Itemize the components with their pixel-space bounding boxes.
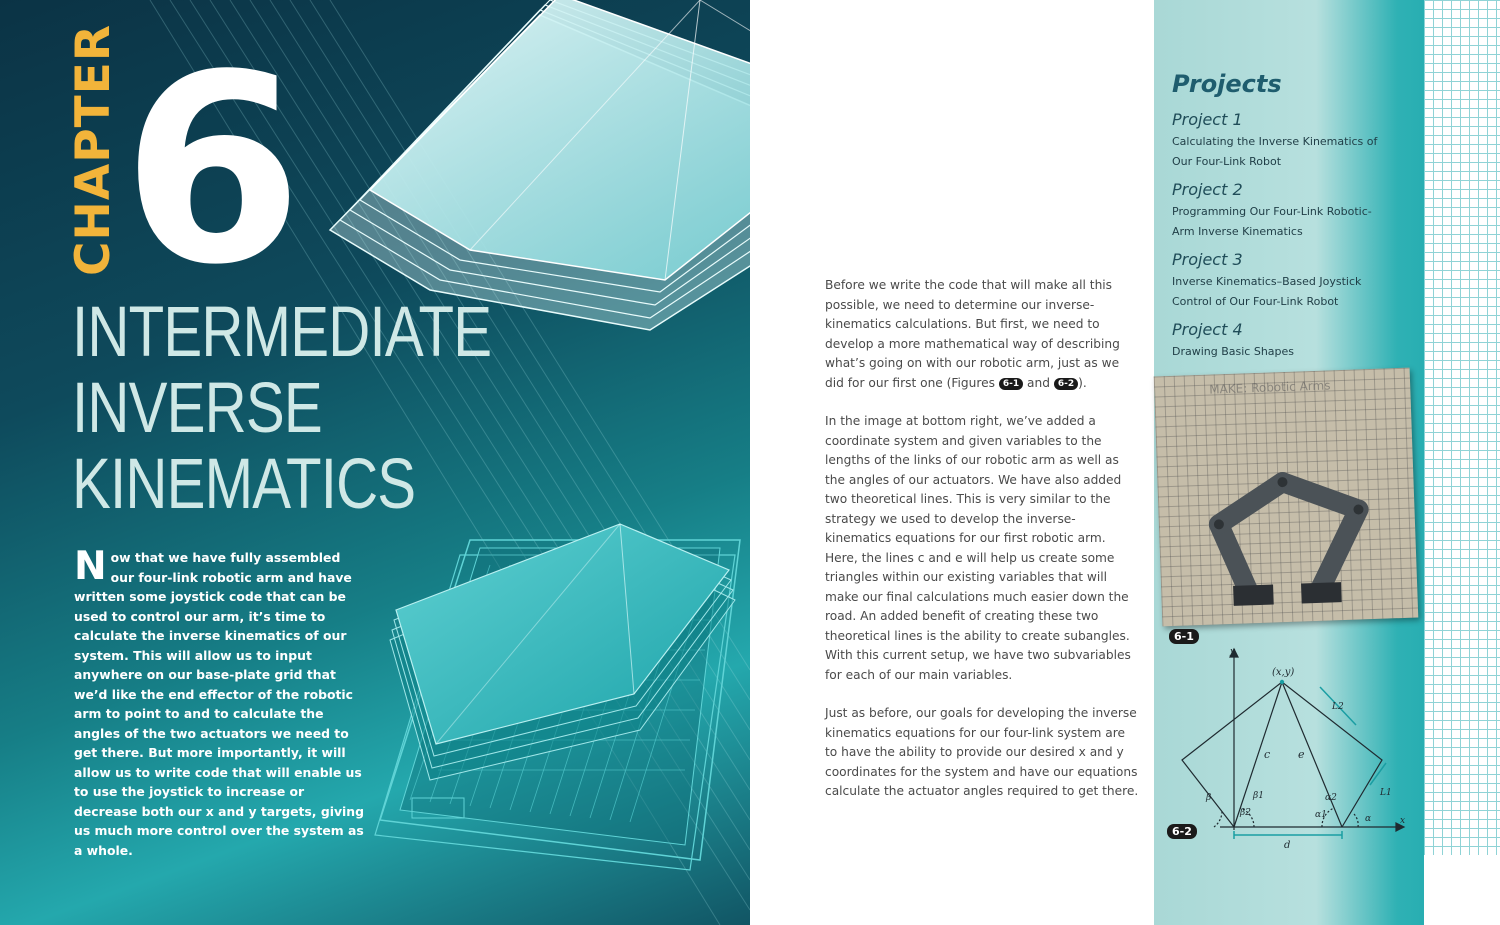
figure-6-2-label: 6-2	[1167, 824, 1197, 839]
project-1-description: Calculating the Inverse Kinematics of Our Four-Link Robot	[1172, 135, 1378, 168]
photo-plate-text: MAKE: Robotic Arms	[1208, 378, 1331, 397]
chapter-label: CHAPTER	[66, 23, 121, 276]
project-3-label: Project 3	[1172, 250, 1243, 269]
figure-6-1-label: 6-1	[1169, 629, 1199, 644]
alpha1-label: α1	[1315, 810, 1327, 820]
axis-x-label: x	[1400, 816, 1406, 826]
point-xy-label: (x,y)	[1272, 667, 1295, 678]
top-pyramid-shape	[330, 0, 750, 330]
line-c-label: c	[1264, 748, 1271, 761]
body-p1-and: and	[1027, 375, 1050, 390]
project-4-label: Project 4	[1172, 320, 1243, 339]
chapter-number: 6	[122, 20, 303, 322]
body-p1-end: ).	[1078, 375, 1087, 390]
axis-y-label: y	[1230, 647, 1236, 657]
chapter-title-line-3: KINEMATICS	[72, 445, 416, 524]
beta2-label: β2	[1240, 808, 1251, 818]
line-e-label: e	[1298, 748, 1305, 761]
figure-ref-6-1[interactable]: 6-1	[999, 378, 1023, 390]
alpha2-label: α2	[1325, 793, 1337, 803]
link-l2-label: L2	[1332, 702, 1344, 712]
project-4-description: Drawing Basic Shapes	[1172, 345, 1295, 358]
body-p1-text: Before we write the code that will make all this possible, we need to determine our inverse-kinematics calculations. But first, we need to develop a more mathematical way of describing what’s going on with our robotic arm, just as we did for our first one (Figures	[825, 278, 1120, 390]
project-1-label: Project 1	[1172, 110, 1243, 129]
kinematics-diagram	[1160, 645, 1410, 855]
robot-arm-photo	[1154, 368, 1419, 627]
link-l1-label: L1	[1380, 788, 1392, 798]
chapter-title-line-1: INTERMEDIATE	[72, 293, 492, 372]
body-paragraph-1	[825, 276, 1140, 393]
intro-text: ow that we have fully assembled our four-link robotic arm and have written some joystick code that can be used to control our arm, it’s time to calculate the inverse kinematics of our system. This will allow us to input anywhere on our base-plate grid that we’d like the end effector of the robotic arm to point to and to calculate the angles of the two actuators we need to get there. But more importantly, it will allow us to write code that will enable us to use the joystick to increase or decrease both our x and y targets, giving us much more control over the system as a whole.	[74, 550, 364, 858]
body-paragraph-3: Just as before, our goals for developing the inverse kinematics equations for our four-link system are to have the ability to provide our desired x and y coordinates for the system and have our equations calculate the actuator angles required to get there.	[825, 706, 1139, 798]
beta-left-label: β	[1206, 793, 1212, 803]
distance-d-label: d	[1284, 840, 1291, 851]
project-3-description: Inverse Kinematics–Based Joystick Control of Our Four-Link Robot	[1172, 275, 1362, 308]
graph-paper-strip	[1424, 0, 1500, 855]
alpha-right-label: α	[1365, 814, 1372, 824]
body-paragraph-2: In the image at bottom right, we’ve added a coordinate system and given variables to the lengths of the links of our robotic arm as well as the angles of our actuators. We have also added two theoretical lines. This is very similar to the strategy we used to develop the inverse-kinematics equations for our first robotic arm. Here, the lines c and e will help us create some triangles within our existing variables that will make our final calculations much easier down the road. An added benefit of creating these two theoretical lines is the ability to create subangles. With this current setup, we have two subvariables for each of our main variables.	[825, 414, 1131, 682]
beta1-label: β1	[1253, 791, 1264, 801]
project-2-description: Programming Our Four-Link Robotic-Arm Inverse Kinematics	[1172, 205, 1372, 238]
figure-ref-6-2[interactable]: 6-2	[1054, 378, 1078, 390]
project-2-label: Project 2	[1172, 180, 1243, 199]
robot-arm-graphic	[1154, 368, 1419, 627]
chapter-title-line-2: INVERSE	[72, 369, 322, 448]
intro-paragraph	[74, 544, 364, 860]
dropcap-letter: N	[74, 544, 107, 589]
projects-heading: Projects	[1172, 70, 1282, 98]
